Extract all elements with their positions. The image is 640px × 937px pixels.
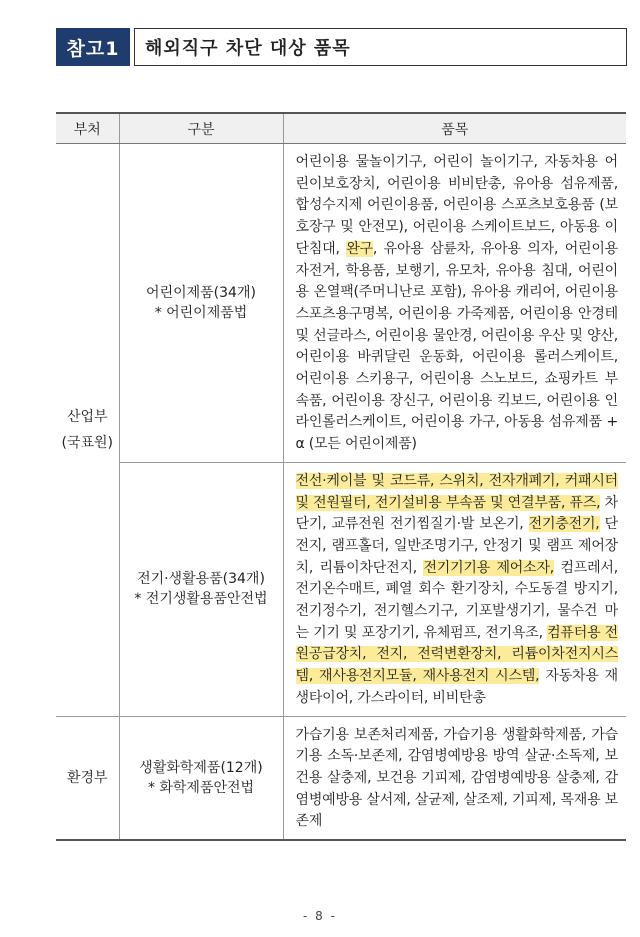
table-row xyxy=(56,462,626,716)
items-cell xyxy=(283,716,626,840)
category-cell xyxy=(119,462,283,716)
table-row xyxy=(56,144,626,463)
column-header-category: 구분 xyxy=(119,113,283,144)
category-law: * 어린이제품법 xyxy=(154,304,248,321)
highlighted-items-text: 전기충전기, xyxy=(528,516,600,533)
dept-agency: (국표원) xyxy=(61,434,113,451)
items-text: 단전지, 램프홀더, 일반조명기구, 안정기 및 램프 제어장치, 리튬이차단전지, xyxy=(295,516,618,576)
category-cell xyxy=(119,716,283,840)
page-header xyxy=(56,28,617,66)
dept-cell-industry xyxy=(56,144,119,717)
items-text: 가습기용 보존처리제품, 가습기용 생활화학제품, 가습기용 소독·보존제, 감염병예방용 방역 살균·소독제, 보건용 살충제, 보건용 기피제, 감염병예방용 살충제, 감염병예방용 살서제, 살균제, 살조제, 기피제, 목재용 보존제 xyxy=(295,726,618,830)
category-law: * 화학제품안전법 xyxy=(147,779,255,796)
items-text: 자동차용 재생타이어, 가스라이터, 비비탄총 xyxy=(295,668,619,706)
items-cell xyxy=(283,462,626,716)
table-row xyxy=(56,716,626,840)
dept-name: 산업부 xyxy=(66,408,108,425)
highlighted-items-text: 완구 xyxy=(346,240,373,257)
page-title: 해외직구 차단 대상 품목 xyxy=(134,28,627,66)
items-text: 컴프레서, 전기온수매트, 폐열 회수 환기장치, 수도동결 방지기, 전기정수기, 전기헬스기구, 기포발생기기, 물수건 마는 기기 및 포장기기, 유체펌프, 전기욕조, xyxy=(295,559,618,641)
column-header-items: 품목 xyxy=(283,113,626,144)
dept-cell-environment xyxy=(56,716,119,840)
category-cell xyxy=(119,144,283,463)
category-law: * 전기생활용품안전법 xyxy=(134,591,268,608)
items-text: 차단기, 교류전원 전기찜질기·발 보온기, xyxy=(295,494,619,533)
page-number: - 8 - xyxy=(303,909,337,923)
items-text: , 유아용 삼륜차, 유아용 의자, 어린이용 자전거, 학용품, 보행기, 유모차, 유아용 침대, 어린이용 온열팩(주머니난로 포함), 유아용 캐리어, 어린이용 스포츠용구명복, 어린이용 가죽제품, 어린이용 안경테 및 선글라스, 어린이용 물안경, 어린이용 우산 및 양산, 어린이용 바퀴달린 운동화, 어린이용 롤러스케이트, 어린이용 스키용구, 어린이용 스노보드, 쇼핑카트 부속품, 어린이용 장신구, 어린이용 킥보드, 어린이용 인라인롤러스케이트, 어린이용 가구, 아동용 섬유제품 + α (모든 어린이제품) xyxy=(295,240,618,453)
highlighted-items-text: 전기기기용 제어소자, xyxy=(423,559,555,576)
dept-name: 환경부 xyxy=(66,769,108,786)
blocked-items-table xyxy=(56,112,626,841)
highlighted-items-text: 전선·케이블 및 코드류, 스위치, 전자개폐기, 커패시터 및 전원필터, 전기설비용 부속품 및 연결부품, 퓨즈, xyxy=(295,472,618,511)
category-name: 어린이제품(34개) xyxy=(146,284,256,301)
highlighted-items-text: 컴퓨터용 전원공급장치, 전지, 전력변환장치, 리튬이차전지시스템, 재사용전지모듈, 재사용전지 시스템, xyxy=(295,624,619,685)
items-cell xyxy=(283,144,626,463)
column-header-dept: 부처 xyxy=(56,113,119,144)
items-text: 어린이용 물놀이기구, 어린이 놀이기구, 자동차용 어린이보호장치, 어린이용 비비탄총, 유아용 섬유제품, 합성수지제 어린이용품, 어린이용 스포츠보호용품 (보호장구 및 안전모), 어린이용 스케이트보드, 아동용 이단침대, xyxy=(295,154,618,257)
category-name: 전기·생활용품(34개) xyxy=(137,571,265,588)
category-name: 생활화학제품(12개) xyxy=(139,759,263,776)
table-header-row xyxy=(56,113,626,144)
reference-badge: 참고1 xyxy=(56,28,130,66)
